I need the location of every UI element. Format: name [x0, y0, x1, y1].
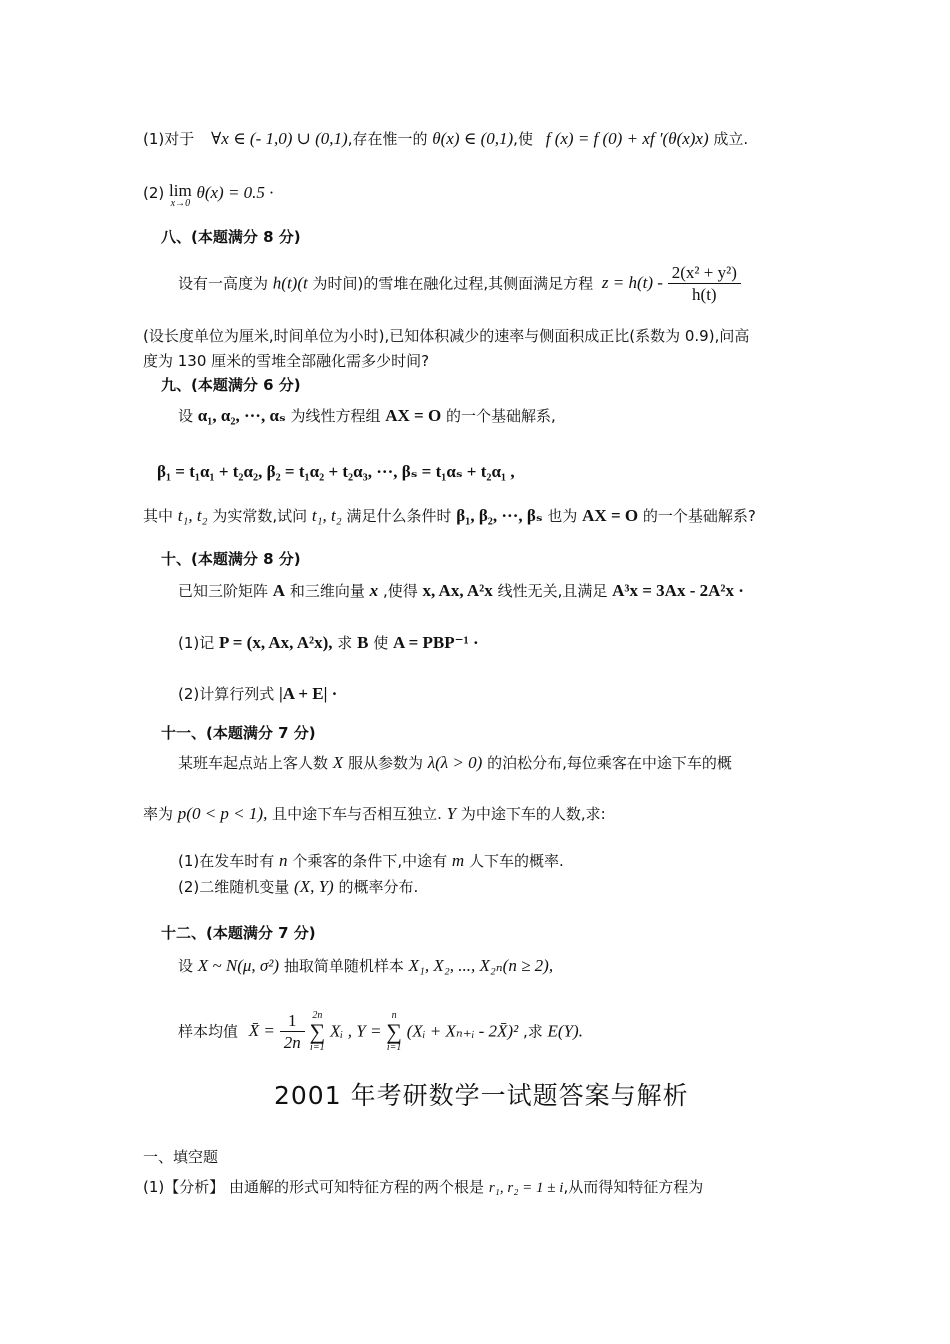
q7-p1-formula: f (x) = f (0) + xf ′(θ(x)x) [545, 129, 709, 148]
q10-p1-c: 使 [373, 634, 389, 652]
q12-frac-den: 2n [283, 1033, 301, 1053]
q11-p2-b: 的概率分布. [338, 878, 419, 896]
q11-p2-a: (2)二维随机变量 [178, 878, 290, 896]
q7-part2 [143, 182, 273, 209]
q11-Y: Y [446, 804, 457, 823]
q9-line3-t: t₁, t₂ [177, 506, 208, 525]
q12-sum1-body: Xᵢ [329, 1021, 344, 1041]
q11-n: n [279, 851, 288, 870]
q12-heading: 十二、(本题满分 7 分) [161, 924, 316, 942]
q8-line2: (设长度单位为厘米,时间单位为小时),已知体积减少的速率与侧面积成正比(系数为 0.9),问高 [143, 327, 750, 345]
q11-line2 [143, 803, 606, 824]
q12-sum2 [386, 1011, 402, 1053]
q9-line3-a: 其中 [143, 507, 174, 525]
answers-a1-b: ,从而得知特征方程为 [563, 1178, 704, 1196]
q9-line3-betas: β₁, β₂, ···, βₛ [456, 506, 543, 525]
q11-heading: 十一、(本题满分 7 分) [161, 724, 316, 742]
q12-frac-num: 1 [280, 1010, 305, 1032]
q12-sum2-top: n [391, 1009, 397, 1021]
q12-sum1-top: 2n [312, 1009, 323, 1021]
q8-heading: 八、(本题满分 8 分) [161, 228, 301, 246]
q12-dist: X ~ N(μ, σ²) [197, 956, 280, 975]
q9-eq: AX = O [385, 406, 442, 425]
q7-p1-use: ,使 [513, 130, 533, 148]
q12-line1-b: 抽取简单随机样本 [283, 957, 404, 975]
answers-a1 [143, 1178, 703, 1198]
q10-A: A [272, 581, 286, 600]
q9-heading: 九、(本题满分 6 分) [161, 376, 301, 394]
q7-p1-theta: θ(x) ∈ (0,1) [432, 129, 514, 148]
q11-m: m [451, 851, 465, 870]
q8-line3: 度为 130 厘米的雪堆全部融化需多少时间? [143, 352, 430, 370]
q10-line1-c: ,使得 [382, 582, 418, 600]
q9-line3-d: 也为 [547, 507, 578, 525]
q9-line1-c: 的一个基础解系, [446, 407, 556, 425]
q10-part2 [178, 683, 337, 704]
q12-line1-a: 设 [178, 957, 194, 975]
q8-frac-num: 2(x² + y²) [668, 262, 741, 284]
q12-E: E(Y). [547, 1021, 583, 1041]
q9-line3-t2: t₁, t₂ [311, 506, 342, 525]
answers-title: 2001 年考研数学一试题答案与解析 [274, 1081, 689, 1110]
q8-line1 [178, 262, 741, 306]
q7-p1-suffix: 成立. [713, 130, 749, 148]
q10-line1 [178, 580, 744, 601]
q11-p1-b: 个乘客的条件下,中途有 [292, 852, 448, 870]
q9-alphas: α₁, α₂, ···, αₛ [197, 406, 286, 425]
q12-y-def: , Y = [347, 1021, 382, 1041]
q11-line2-b: 且中途下车与否相互独立. [272, 805, 442, 823]
q9-line1-a: 设 [178, 407, 194, 425]
q11-lambda: λ(λ > 0) [427, 753, 483, 772]
q8-line1-h: h(t)(t [272, 273, 308, 293]
q7-part1 [143, 128, 748, 149]
q10-line1-b: 和三维向量 [289, 582, 365, 600]
q10-p1-P: P = (x, Ax, A²x), [219, 633, 333, 652]
q8-fraction [668, 262, 741, 306]
q11-line2-c: 为中途下车的人数,求: [460, 805, 606, 823]
q10-part1 [178, 632, 479, 653]
q11-line1 [178, 752, 732, 773]
q7-p1-set: ∀x ∈ (- 1,0) ∪ (0,1) [211, 129, 348, 148]
q12-sum1 [309, 1011, 325, 1053]
q8-frac-den: h(t) [692, 285, 717, 305]
q11-p1-a: (1)在发车时有 [178, 852, 275, 870]
q10-p1-eq: A = PBP⁻¹ · [393, 633, 479, 652]
q12-fraction [280, 1010, 305, 1054]
q11-p: p(0 < p < 1), [177, 804, 268, 823]
q9-line3-eq: AX = O [582, 506, 639, 525]
q7-p2-prefix: (2) [143, 184, 165, 202]
q7-p2-formula: θ(x) = 0.5 · [196, 183, 274, 202]
answers-section1: 一、填空题 [143, 1148, 219, 1166]
q7-lim-sub: x→0 [170, 198, 191, 209]
q7-lim-word: lim [169, 181, 192, 200]
q10-p2-det: |A + E| · [279, 684, 338, 703]
q11-line1-b: 服从参数为 [347, 754, 423, 772]
q10-eq: A³x = 3Ax - 2A²x · [612, 581, 744, 600]
answers-a1-r: r₁, r₂ = 1 ± i [488, 1180, 564, 1196]
q11-line1-a: 某班车起点站上客人数 [178, 754, 329, 772]
q9-line1 [178, 405, 556, 426]
q7-lim [169, 182, 192, 209]
q9-betas-def: β₁ = t₁α₁ + t₂α₂, β₂ = t₁α₂ + t₂α₃, ···, βₛ = t₁αₛ + t₂α₁ , [157, 462, 515, 481]
q9-line3-e: 的一个基础解系? [642, 507, 756, 525]
q12-sample: X₁, X₂, ..., X₂ₙ(n ≥ 2), [408, 956, 554, 975]
q8-line1-b: 为时间)的雪堆在融化过程,其侧面满足方程 [312, 274, 594, 293]
q12-sum2-sigma: ∑ [386, 1018, 402, 1044]
q8-line1-a: 设有一高度为 [178, 274, 269, 293]
q8-line1-z: z = h(t) - [601, 273, 663, 293]
q11-line1-c: 的泊松分布,每位乘客在中途下车的概 [487, 754, 732, 772]
q12-line2-b: ,求 [522, 1022, 543, 1041]
q10-vecs: x, Ax, A²x [422, 581, 493, 600]
q10-p1-B: B [357, 633, 369, 652]
q9-line1-b: 为线性方程组 [290, 407, 381, 425]
q11-p1-c: 人下车的概率. [468, 852, 564, 870]
q11-part1 [178, 850, 564, 871]
q9-line3-b: 为实常数,试问 [212, 507, 308, 525]
q12-sum2-bot: i=1 [386, 1041, 402, 1053]
q12-sum1-bot: i=1 [310, 1041, 325, 1053]
q12-line1 [178, 955, 553, 976]
q10-line1-d: 线性无关,且满足 [497, 582, 608, 600]
q9-line3-c: 满足什么条件时 [346, 507, 452, 525]
q10-line1-a: 已知三阶矩阵 [178, 582, 269, 600]
q10-p1-a: (1)记 [178, 634, 215, 652]
q7-p1-mid: ,存在惟一的 [347, 130, 428, 148]
q11-X: X [332, 753, 344, 772]
q12-sum2-body: (Xᵢ + Xₙ₊ᵢ - 2X̄)² [406, 1021, 519, 1041]
q7-p1-prefix: (1)对于 [143, 130, 195, 148]
q9-line3 [143, 505, 756, 526]
q12-line2 [178, 1010, 583, 1054]
q10-p1-b: 求 [337, 634, 353, 652]
q10-p2-a: (2)计算行列式 [178, 685, 275, 703]
q11-line2-a: 率为 [143, 805, 174, 823]
q12-line2-a: 样本均值 [178, 1022, 239, 1041]
q11-part2 [178, 876, 418, 897]
q12-xbar: X̄ = [248, 1021, 275, 1041]
q12-sum1-sigma: ∑ [309, 1018, 326, 1044]
q10-x: x [369, 581, 379, 600]
answers-a1-a: (1)【分析】 由通解的形式可知特征方程的两个根是 [143, 1178, 485, 1196]
q11-XY: (X, Y) [294, 877, 334, 896]
q10-heading: 十、(本题满分 8 分) [161, 550, 301, 568]
